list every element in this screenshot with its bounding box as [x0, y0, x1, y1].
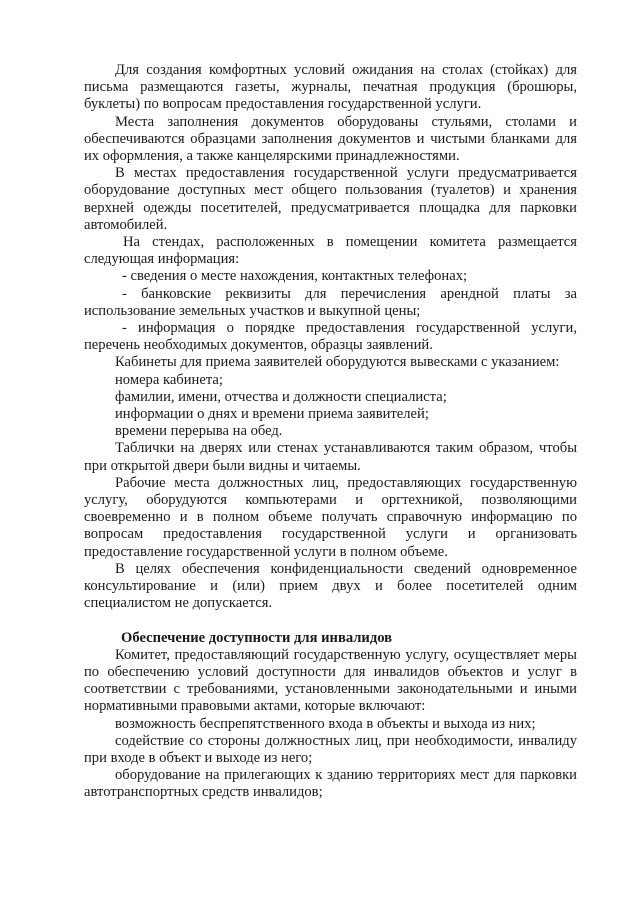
list-item-bank-details: - банковские реквизиты для перечисления арендной платы за использование земельных участков и выкупной цены; [84, 285, 577, 319]
paragraph-accessibility-measures: Комитет, предоставляющий государственную услугу, осуществляет меры по обеспечению условий доступности для инвалидов объектов и услуг в соответствии с требованиями, установленными законодательными и иными нормативными правовыми актами, которые включают: [84, 646, 577, 715]
paragraph-door-plates: Таблички на дверях или стенах устанавливаются таким образом, чтобы при открытой двери были видны и читаемы. [84, 440, 577, 474]
paragraph-public-facilities: В местах предоставления государственной услуги предусматривается оборудование доступных мест общего пользования (туалетов) и хранения верхней одежды посетителей, предусматривается площадка для парковки автомобилей. [84, 165, 577, 233]
paragraph-stands-info: На стендах, расположенных в помещении комитета размещается следующая информация: [84, 234, 577, 268]
paragraph-document-filling-places: Места заполнения документов оборудованы стульями, столами и обеспечиваются образцами заполнения документов и чистыми бланками для их оформления, а также канцелярскими принадлежностями. [84, 113, 577, 165]
paragraph-office-signs: Кабинеты для приема заявителей оборудуются вывесками с указанием: [115, 354, 560, 371]
section-heading-accessibility: Обеспечение доступности для инвалидов [121, 629, 393, 646]
list-item-location-contacts: - сведения о месте нахождения, контактных телефонах; [122, 268, 468, 285]
paragraph-confidentiality: В целях обеспечения конфиденциальности сведений одновременное консультирование и (или) прием двух и более посетителей одним специалистом не допускается. [84, 560, 577, 612]
list-item-disabled-parking: оборудование на прилегающих к зданию территориях мест для парковки автотранспортных средств инвалидов; [84, 767, 577, 801]
list-item-lunch-break: времени перерыва на обед. [115, 423, 283, 440]
list-item-free-entry: возможность беспрепятственного входа в объекты и выхода из них; [115, 715, 536, 732]
section-spacer [84, 613, 577, 630]
paragraph-waiting-conditions: Для создания комфортных условий ожидания на столах (стойках) для письма размещаются газеты, журналы, печатная продукция (брошюры, буклеты) по вопросам предоставления государственной услуги. [84, 62, 577, 113]
list-item-staff-assistance: содействие со стороны должностных лиц, при необходимости, инвалиду при входе в объект и выходе из него; [84, 732, 577, 766]
list-item-office-number: номера кабинета; [115, 371, 223, 388]
list-item-reception-days: информации о днях и времени приема заявителей; [115, 406, 429, 423]
list-item-specialist-name: фамилии, имени, отчества и должности специалиста; [115, 388, 447, 405]
list-item-service-procedure: - информация о порядке предоставления государственной услуги, перечень необходимых документов, образцы заявлений. [84, 320, 577, 354]
paragraph-workplaces: Рабочие места должностных лиц, предоставляющих государственную услугу, оборудуются компьютерами и оргтехникой, позволяющими своевременно и в полном объеме получать справочную информацию по вопросам предоставления государственной услуги и организовать предоставление государственной услуги в полном объеме. [84, 474, 577, 560]
